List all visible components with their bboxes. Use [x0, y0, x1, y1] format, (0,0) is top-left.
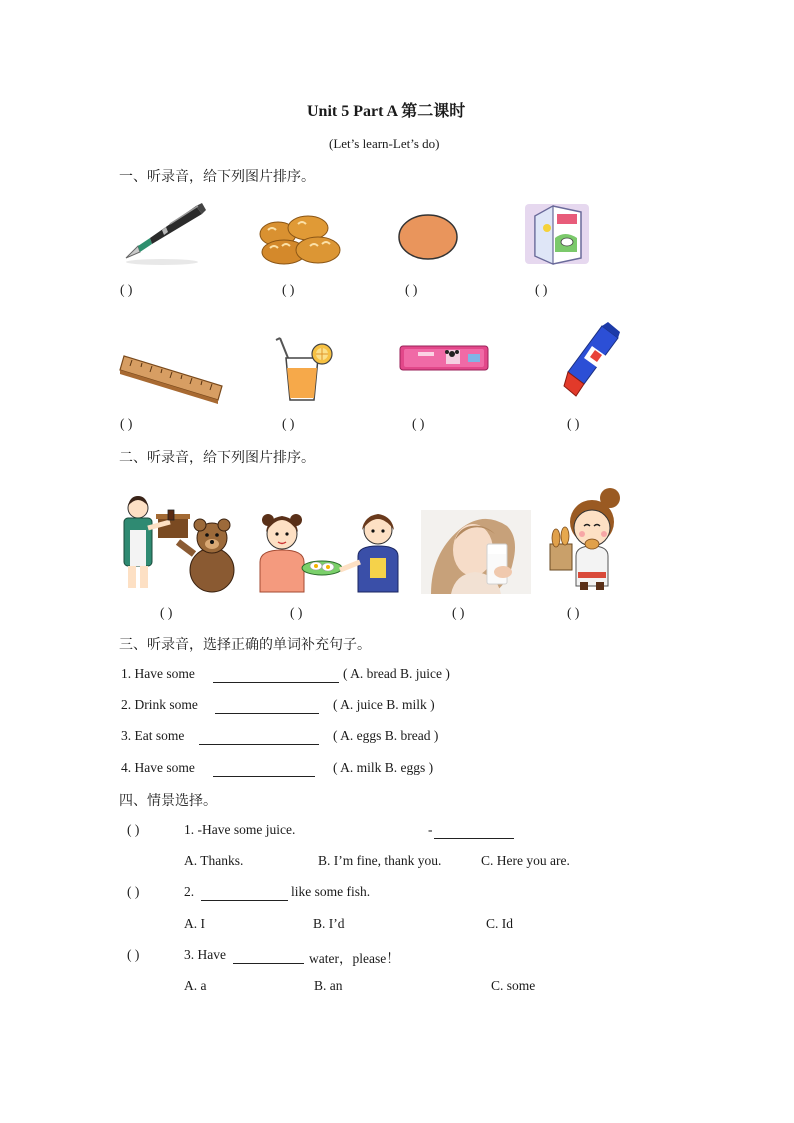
answer-blank[interactable]: ( )	[127, 822, 140, 837]
answer-blank[interactable]: ( )	[452, 605, 465, 620]
ruler-icon	[118, 348, 224, 406]
answer-blank[interactable]: ( )	[127, 884, 140, 899]
section2-heading: 二、听录音，给下列图片排序。	[119, 451, 315, 466]
fill-in-blank-line[interactable]	[199, 744, 319, 745]
option-b: B. I’m fine, thank you.	[318, 853, 442, 868]
option-a: A. Thanks.	[184, 853, 244, 868]
question-text-end: water，please！	[309, 951, 400, 966]
word-options: ( A. juice B. milk )	[333, 697, 435, 712]
answer-blank[interactable]: ( )	[412, 416, 425, 431]
juice-glass-icon	[274, 332, 338, 404]
pencil-case-icon	[398, 340, 490, 374]
answer-blank[interactable]: ( )	[567, 605, 580, 620]
fill-in-blank-line[interactable]	[213, 682, 339, 683]
fill-in-sentence: 4. Have some	[121, 760, 195, 775]
answer-blank[interactable]: ( )	[127, 947, 140, 962]
answer-blank[interactable]: ( )	[405, 282, 418, 297]
option-a: A. I	[184, 916, 205, 931]
marker-icon	[562, 322, 622, 402]
dialogue-response: -	[428, 822, 433, 837]
fill-in-blank-line[interactable]	[233, 963, 304, 964]
answer-blank[interactable]: ( )	[290, 605, 303, 620]
section3-heading: 三、听录音，选择正确的单词补充句子。	[119, 638, 371, 653]
question-text: 3. Have	[184, 947, 226, 962]
answer-blank[interactable]: ( )	[120, 282, 133, 297]
page-subtitle: (Let’s learn-Let’s do)	[329, 136, 440, 151]
girl-eating-bread-picture	[548, 486, 628, 590]
option-c: C. Id	[486, 916, 513, 931]
word-options: ( A. bread B. juice )	[343, 666, 450, 681]
fill-in-sentence: 2. Drink some	[121, 697, 198, 712]
fill-in-blank-line[interactable]	[213, 776, 315, 777]
answer-blank[interactable]: ( )	[120, 416, 133, 431]
egg-icon	[397, 213, 459, 261]
word-options: ( A. eggs B. bread )	[333, 728, 439, 743]
milk-carton-icon	[521, 198, 596, 268]
page-title: Unit 5 Part A 第二课时	[307, 103, 466, 120]
fill-in-blank-line[interactable]	[201, 900, 288, 901]
option-b: B. an	[314, 978, 343, 993]
answer-blank[interactable]: ( )	[282, 282, 295, 297]
answer-blank[interactable]: ( )	[282, 416, 295, 431]
question-text: 2.	[184, 884, 195, 899]
question-text: 1. -Have some juice.	[184, 822, 296, 837]
question-text-end: like some fish.	[291, 884, 371, 899]
fill-in-blank-line[interactable]	[215, 713, 319, 714]
bread-icon	[258, 210, 343, 268]
option-c: C. some	[491, 978, 536, 993]
word-options: ( A. milk B. eggs )	[333, 760, 434, 775]
girl-and-boy-with-eggs-picture	[252, 512, 408, 592]
answer-blank[interactable]: ( )	[567, 416, 580, 431]
section1-heading: 一、听录音，给下列图片排序。	[119, 170, 315, 185]
fill-in-blank-line[interactable]	[434, 838, 514, 839]
option-c: C. Here you are.	[481, 853, 570, 868]
fill-in-sentence: 1. Have some	[121, 666, 195, 681]
answer-blank[interactable]: ( )	[535, 282, 548, 297]
waitress-and-bear-picture	[118, 494, 236, 592]
fill-in-sentence: 3. Eat some	[121, 728, 185, 743]
section4-heading: 四、情景选择。	[119, 794, 217, 809]
option-a: A. a	[184, 978, 207, 993]
option-b: B. I’d	[313, 916, 345, 931]
answer-blank[interactable]: ( )	[160, 605, 173, 620]
fountain-pen-icon	[122, 200, 217, 270]
woman-drinking-milk-picture	[421, 510, 531, 594]
